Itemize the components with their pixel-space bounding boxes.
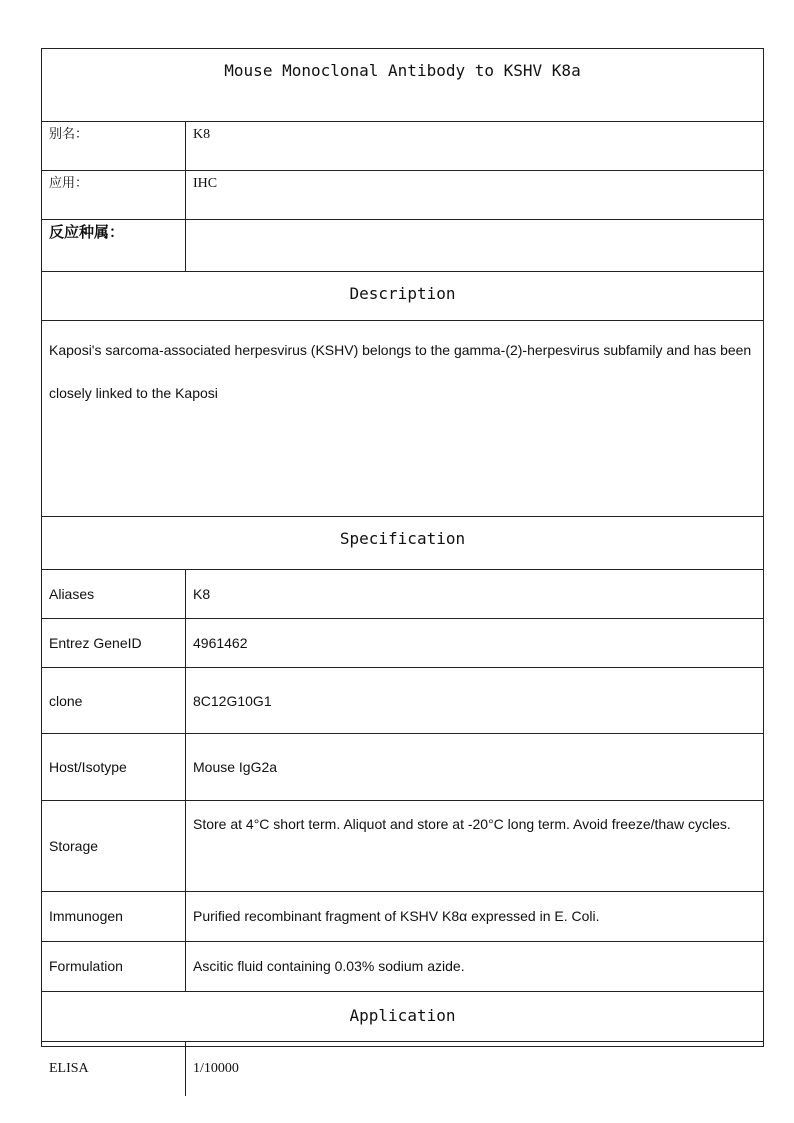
application-dilution-cell <box>186 1042 763 1096</box>
spec-row-entrez <box>42 619 763 668</box>
spec-label: Entrez GeneID <box>49 635 142 651</box>
page-title: Mouse Monoclonal Antibody to KSHV K8a <box>224 61 581 80</box>
alias-value-cell <box>186 122 763 170</box>
alias-value: K8 <box>193 127 211 142</box>
spec-value-cell <box>186 570 763 618</box>
specification-heading: Specification <box>339 529 466 548</box>
title-row <box>42 49 763 122</box>
spec-value-cell <box>186 734 763 800</box>
application-row-elisa <box>42 1042 763 1096</box>
spec-value: K8 <box>193 586 211 602</box>
spec-label: Formulation <box>49 958 123 974</box>
application-value-cell <box>186 171 763 219</box>
spec-label-cell <box>42 734 186 800</box>
alias-label-cell <box>42 122 186 170</box>
reactivity-label-cell <box>42 220 186 271</box>
reactivity-row <box>42 220 763 272</box>
spec-row-formulation <box>42 942 763 992</box>
application-method: ELISA <box>49 1061 89 1076</box>
reactivity-value-cell <box>186 220 763 271</box>
spec-label-cell <box>42 570 186 618</box>
reactivity-label: 反应种属： <box>49 223 125 241</box>
spec-label: Storage <box>49 838 99 854</box>
spec-value-cell <box>186 892 763 941</box>
description-heading: Description <box>349 284 456 303</box>
spec-value: Store at 4°C short term. Aliquot and store at -20°C long term. Avoid freeze/thaw cycles. <box>193 816 731 832</box>
spec-label: Aliases <box>49 586 95 602</box>
spec-value-cell <box>186 801 763 891</box>
application-label: 应用： <box>49 176 89 191</box>
application-heading-row <box>42 992 763 1042</box>
spec-label-cell <box>42 942 186 991</box>
application-heading: Application <box>349 1006 456 1025</box>
specification-heading-row <box>42 517 763 570</box>
application-label-cell <box>42 171 186 219</box>
application-dilution: 1/10000 <box>193 1061 239 1076</box>
datasheet-table <box>41 48 764 1076</box>
spec-row-aliases <box>42 570 763 619</box>
alias-row <box>42 122 763 171</box>
spec-value: Ascitic fluid containing 0.03% sodium azide. <box>193 958 465 974</box>
spec-value: 8C12G10G1 <box>193 693 272 709</box>
description-row <box>42 321 763 517</box>
spec-label: Host/Isotype <box>49 759 127 775</box>
spec-value-cell <box>186 942 763 991</box>
description-heading-row <box>42 272 763 321</box>
description-text: Kaposi's sarcoma-associated herpesvirus (KSHV) belongs to the gamma-(2)-herpesvirus subfamily and has been closely linked to the Kaposi <box>49 342 752 401</box>
spec-label-cell <box>42 619 186 667</box>
application-value: IHC <box>193 176 218 191</box>
application-short-row <box>42 171 763 220</box>
spec-row-clone <box>42 668 763 734</box>
spec-row-storage <box>42 801 763 892</box>
spec-value: Purified recombinant fragment of KSHV K8α expressed in E. Coli. <box>193 908 600 924</box>
spec-row-host <box>42 734 763 801</box>
spec-label: Immunogen <box>49 908 123 924</box>
spec-label-cell <box>42 801 186 891</box>
spec-value: 4961462 <box>193 635 248 651</box>
spec-label-cell <box>42 892 186 941</box>
spec-row-immunogen <box>42 892 763 942</box>
spec-value: Mouse IgG2a <box>193 759 278 775</box>
spec-label-cell <box>42 668 186 733</box>
spec-value-cell <box>186 668 763 733</box>
spec-label: clone <box>49 693 83 709</box>
spec-value-cell <box>186 619 763 667</box>
application-method-cell <box>42 1042 186 1096</box>
alias-label: 别名： <box>49 127 89 142</box>
